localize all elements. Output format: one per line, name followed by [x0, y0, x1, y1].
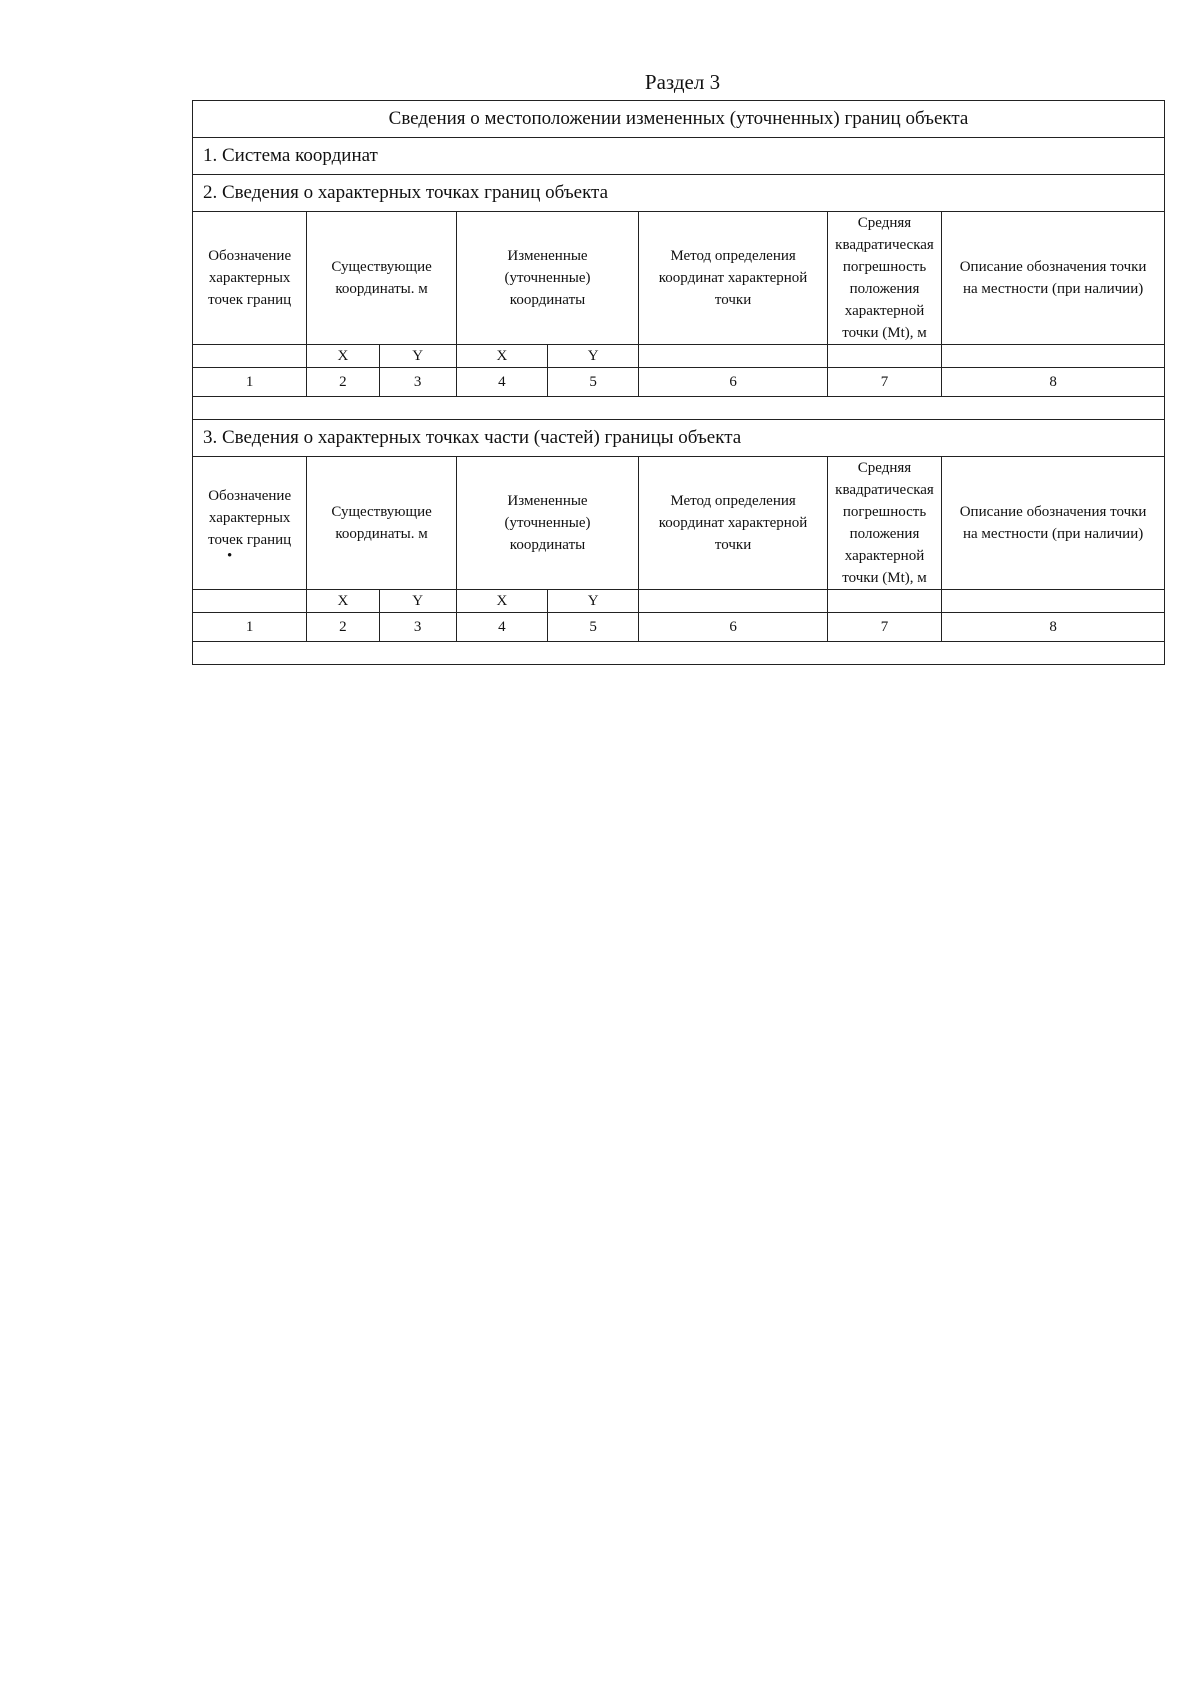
main-header: Сведения о местоположении измененных (уточненных) границ объекта: [193, 101, 1165, 138]
s3-num-cell: 1: [193, 613, 307, 642]
s2-header-point-designation: Обозначение характерных точек границ: [193, 212, 307, 345]
s2-num-cell: 1: [193, 368, 307, 397]
s2-header-existing-coords: Существующие координаты. м: [307, 212, 456, 345]
s2-num-cell: 6: [639, 368, 828, 397]
s3-header-changed-coords: Измененные (уточненные) координаты: [456, 457, 639, 590]
s2-num-cell: 3: [379, 368, 456, 397]
s3-xy-cell: X: [307, 590, 379, 613]
section1-row: [193, 138, 1165, 175]
s2-header-description: Описание обозначения точки на местности (при наличии): [942, 212, 1165, 345]
s3-xy-empty-1: [193, 590, 307, 613]
section3-empty-row: [193, 642, 1165, 665]
section3-number-row: [193, 613, 1165, 642]
s2-xy-cell: X: [307, 345, 379, 368]
s3-num-cell: 2: [307, 613, 379, 642]
s3-header-existing-coords: Существующие координаты. м: [307, 457, 456, 590]
document-frame: [192, 100, 1165, 665]
s3-xy-cell: X: [456, 590, 547, 613]
s3-header-description: Описание обозначения точки на местности (при наличии): [942, 457, 1165, 590]
s3-xy-empty-2: [639, 590, 828, 613]
section3-title: 3. Сведения о характерных точках части (частей) границы объекта: [193, 420, 1165, 457]
s2-header-error: Средняя квадратическая погрешность положения характерной точки (Mt), м: [827, 212, 941, 345]
s3-empty-cell: [193, 642, 1165, 665]
s3-num-cell: 5: [548, 613, 639, 642]
s2-num-cell: 7: [827, 368, 941, 397]
s2-header-method: Метод определения координат характерной точки: [639, 212, 828, 345]
s2-num-cell: 8: [942, 368, 1165, 397]
s3-header-method: Метод определения координат характерной точки: [639, 457, 828, 590]
s2-empty-cell: [193, 397, 1165, 420]
page-title: Раздел 3: [644, 70, 721, 94]
s3-num-cell: 6: [639, 613, 828, 642]
section3-xy-row: [193, 590, 1165, 613]
s2-xy-cell: Y: [379, 345, 456, 368]
s3-num-cell: 7: [827, 613, 941, 642]
s2-num-cell: 4: [456, 368, 547, 397]
section2-number-row: [193, 368, 1165, 397]
section2-empty-row: [193, 397, 1165, 420]
section2-title: 2. Сведения о характерных точках границ объекта: [193, 175, 1165, 212]
s3-header-error: Средняя квадратическая погрешность положения характерной точки (Mt), м: [827, 457, 941, 590]
s2-xy-cell: X: [456, 345, 547, 368]
section2-row: [193, 175, 1165, 212]
s2-xy-empty-3: [827, 345, 941, 368]
s2-xy-empty-1: [193, 345, 307, 368]
s2-num-cell: 5: [548, 368, 639, 397]
s3-num-cell: 3: [379, 613, 456, 642]
s3-num-cell: 4: [456, 613, 547, 642]
section1-title: 1. Система координат: [193, 138, 1165, 175]
section2-header-row: [193, 212, 1165, 345]
s2-xy-empty-4: [942, 345, 1165, 368]
s2-num-cell: 2: [307, 368, 379, 397]
s3-header-point-designation: Обозначение характерных точек границ •: [193, 457, 307, 590]
s2-header-changed-coords: Измененные (уточненные) координаты: [456, 212, 639, 345]
section3-row: [193, 420, 1165, 457]
main-header-row: [193, 101, 1165, 138]
s3-header-mark: •: [227, 548, 233, 564]
s3-xy-cell: Y: [379, 590, 456, 613]
section3-header-row: [193, 457, 1165, 590]
s2-xy-empty-2: [639, 345, 828, 368]
s3-xy-empty-4: [942, 590, 1165, 613]
s3-xy-empty-3: [827, 590, 941, 613]
section2-xy-row: [193, 345, 1165, 368]
boundary-table: [192, 100, 1165, 665]
s2-xy-cell: Y: [548, 345, 639, 368]
s3-num-cell: 8: [942, 613, 1165, 642]
s3-xy-cell: Y: [548, 590, 639, 613]
